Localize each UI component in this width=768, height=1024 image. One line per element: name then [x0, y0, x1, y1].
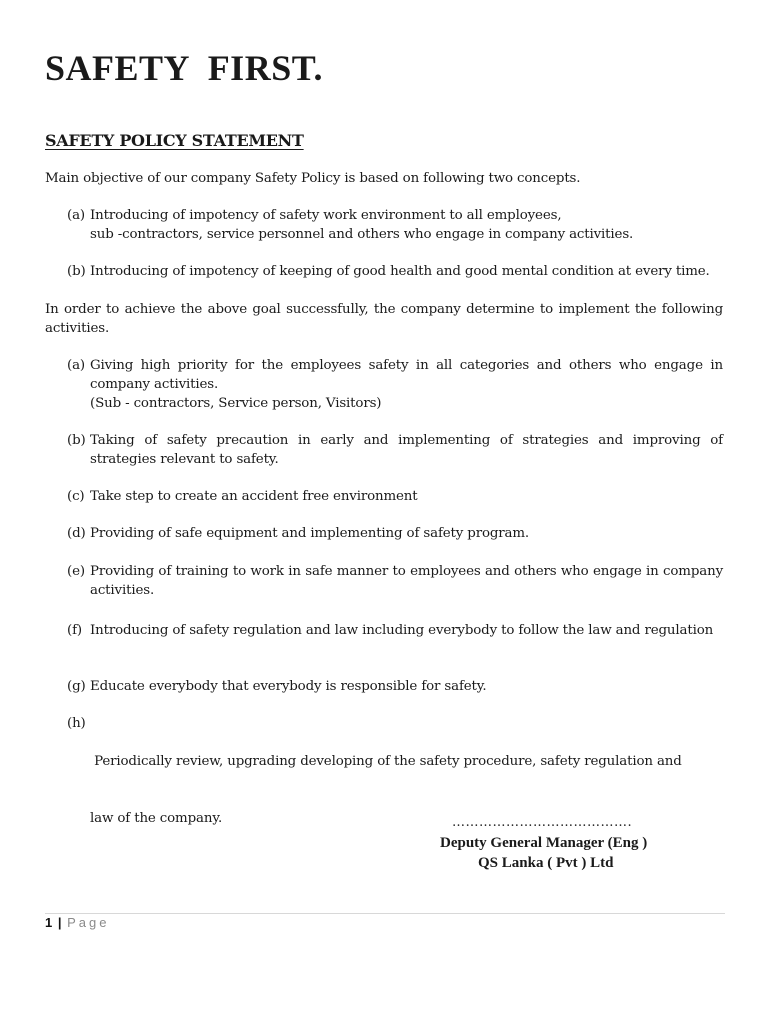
activity-c-text: Take step to create an accident free environment: [90, 489, 418, 504]
signatory-company: QS Lanka ( Pvt ) Ltd: [478, 855, 614, 871]
intro-paragraph: Main objective of our company Safety Policy is based on following two concepts.: [45, 171, 581, 186]
list-marker: (c): [67, 489, 85, 504]
concept-a-line-1: Introducing of impotency of safety work environment to all employees,: [90, 208, 562, 223]
policy-heading: SAFETY POLICY STATEMENT: [45, 131, 304, 150]
activity-item-f: [67, 621, 723, 640]
footer-divider: [45, 913, 725, 914]
list-marker: (b): [67, 264, 86, 279]
page-number: 1: [45, 915, 53, 930]
list-marker: (g): [67, 679, 86, 694]
activity-item-b: [67, 431, 723, 469]
signatory-position: Deputy General Manager (Eng ): [440, 835, 648, 851]
activity-item-g: [67, 677, 723, 696]
activity-d-text: Providing of safe equipment and implementing of safety program.: [90, 526, 530, 541]
footer-separator: |: [57, 915, 62, 930]
list-marker: (d): [67, 526, 86, 541]
page-footer: [45, 915, 110, 930]
activity-e-text: Providing of training to work in safe manner to employees and others who engage in company activities.: [90, 564, 723, 598]
list-marker: (f): [67, 623, 82, 638]
concept-b-text: Introducing of impotency of keeping of good health and good mental condition at every time.: [90, 264, 710, 279]
activity-a-text: Giving high priority for the employees safety in all categories and others who engage in company activities.: [90, 358, 723, 392]
concept-item-b: [67, 262, 723, 281]
activity-h-line-2: law of the company.: [90, 811, 223, 826]
activity-a-note: (Sub - contractors, Service person, Visitors): [90, 396, 382, 411]
list-marker: (e): [67, 564, 85, 579]
document-title: SAFETY FIRST.: [45, 48, 324, 88]
goal-paragraph: In order to achieve the above goal successfully, the company determine to implement the following activities.: [45, 302, 723, 336]
activity-item-e: [67, 562, 723, 600]
concept-item-a: [67, 206, 723, 244]
list-marker: (a): [67, 208, 85, 223]
signature-line: ………………………………….: [452, 815, 633, 830]
list-marker: (h): [67, 716, 86, 731]
activity-item-a: [67, 356, 723, 413]
activity-item-c: [67, 487, 723, 506]
list-marker: (a): [67, 358, 85, 373]
activity-f-text: Introducing of safety regulation and law including everybody to follow the law and regulation: [90, 623, 714, 638]
concept-a-line-2: sub -contractors, service personnel and others who engage in company activities.: [90, 227, 634, 242]
list-marker: (b): [67, 433, 86, 448]
activity-h-line-1: Periodically review, upgrading developing of the safety procedure, safety regulation and: [90, 754, 682, 769]
page-label: Page: [67, 915, 110, 930]
activity-g-text: Educate everybody that everybody is responsible for safety.: [90, 679, 487, 694]
activity-b-text: Taking of safety precaution in early and implementing of strategies and improving of strategies relevant to safety.: [90, 433, 723, 467]
activity-item-d: [67, 524, 723, 543]
